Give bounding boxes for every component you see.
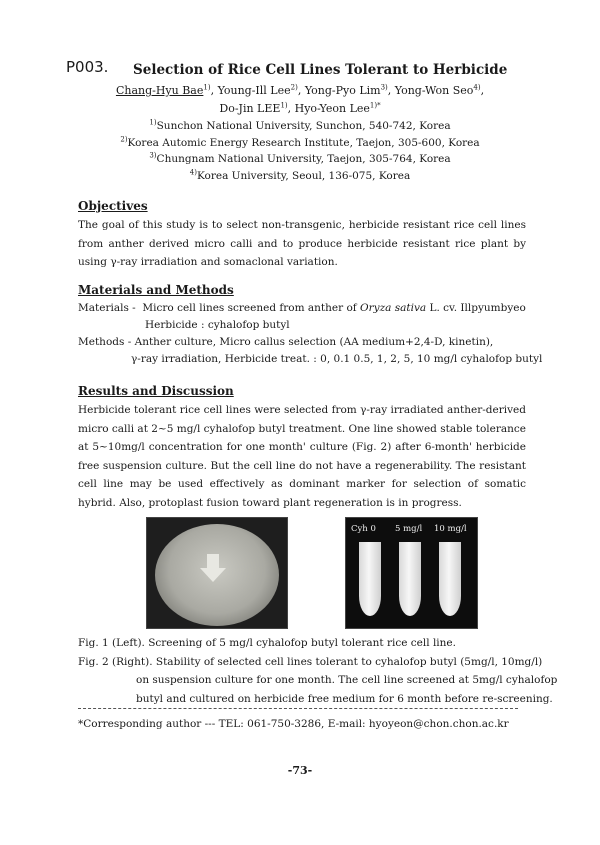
author: , Hyo-Yeon Lee: [287, 102, 370, 115]
materials-text: Micro cell lines screened from anther of: [142, 302, 361, 314]
results-heading: Results and Discussion: [78, 384, 234, 398]
aff-sup: 3): [149, 151, 157, 160]
affiliation: [0, 135, 600, 152]
author-sup: 2): [290, 83, 298, 92]
author-presenting: Chang-Hyu Bae: [115, 84, 204, 97]
figure-1-photo: [146, 517, 288, 629]
figure-2-photo: [345, 517, 478, 629]
author-sup: 1)*: [369, 101, 381, 110]
author: Do-Jin LEE: [219, 102, 281, 115]
test-tube: [359, 542, 381, 616]
arrow-head-icon: [200, 568, 226, 582]
author-sup: 3): [380, 83, 388, 92]
author-sup: 4): [473, 83, 481, 92]
arrow-icon: [207, 554, 219, 568]
aff-text: Sunchon National University, Sunchon, 540-742, Korea: [156, 120, 451, 132]
materials-line: [78, 300, 538, 317]
materials-text: L. cv. Illpyumbyeo: [426, 302, 526, 314]
tube-label: Cyh 0: [351, 524, 376, 534]
results-text: Herbicide tolerant rice cell lines were selected from γ-ray irradiated anther-derived micro calli at 2~5 mg/l cyhalofop butyl treatment. One line showed stable tolerance at 5~10mg/l concentration for one month' culture (Fig. 2) after 6-month' herbicide free suspension culture. But the cell line do not have a regenerability. The resistant cell line may be used effectively as dominant marker for selection of somatic hybrid. Also, protoplast fusion toward plant regeneration is in progress.: [78, 404, 526, 509]
affiliations: [0, 118, 600, 184]
affiliation: [0, 151, 600, 168]
authors-line-2: [0, 100, 600, 118]
aff-sup: 4): [189, 168, 197, 176]
figure-captions: [78, 634, 558, 708]
fig2-caption: Fig. 2 (Right). Stability of selected cell lines tolerant to cyhalofop butyl (5mg/l, 10mg/l): [78, 655, 543, 668]
authors-line-1: [0, 82, 600, 100]
test-tube: [399, 542, 421, 616]
fig2-caption-cont: butyl and cultured on herbicide free medium for 6 month before re-screening.: [136, 692, 553, 705]
aff-sup: 2): [120, 135, 128, 143]
paper-title: Selection of Rice Cell Lines Tolerant to Herbicide: [133, 62, 508, 78]
aff-text: Korea Automic Energy Research Institute, Taejon, 305-600, Korea: [127, 136, 480, 149]
page-number: -73-: [287, 764, 313, 777]
methods-text: Anther culture, Micro callus selection (AA medium+2,4-D, kinetin),: [134, 336, 494, 348]
tube-label: 10 mg/l: [434, 524, 467, 534]
aff-text: Korea University, Seoul, 136-075, Korea: [196, 169, 411, 182]
methods-block: [78, 300, 543, 368]
affiliation: [0, 168, 600, 185]
aff-sup: 1): [149, 118, 157, 127]
tube-label: 5 mg/l: [395, 524, 423, 534]
abstract-code: P003.: [66, 58, 109, 76]
methods-line: [78, 334, 538, 351]
aff-text: Chungnam National University, Taejon, 305-764, Korea: [156, 153, 451, 165]
footnote-divider: [78, 708, 518, 709]
author: , Young-Ill Lee: [210, 84, 291, 97]
author: , Yong-Pyo Lim: [297, 84, 381, 97]
author: , Yong-Won Seo: [387, 84, 474, 97]
species-name: Oryza sativa: [360, 302, 427, 314]
objectives-text: The goal of this study is to select non-transgenic, herbicide resistant rice cell lines from anther derived micro calli and to produce herbicide resistant rice plant by using γ-ray irradiation and somaclonal variation.: [78, 219, 526, 268]
affiliation: [0, 118, 600, 135]
corresponding-author: *Corresponding author --- TEL: 061-750-3286, E-mail: hyoyeon@chon.chon.ac.kr: [78, 718, 509, 730]
author: ,: [480, 84, 485, 97]
herbicide-line: Herbicide : cyhalofop butyl: [145, 319, 290, 331]
fig2-caption-cont: on suspension culture for one month. The cell line screened at 5mg/l cyhalofop: [136, 674, 558, 686]
test-tube: [439, 542, 461, 616]
methods-heading: Materials and Methods: [78, 283, 234, 297]
author-sup: 1): [203, 83, 211, 92]
methods-label: Methods -: [78, 336, 132, 348]
objectives-heading: Objectives: [78, 199, 148, 213]
methods-line-2: γ-ray irradiation, Herbicide treat. : 0, 0.1 0.5, 1, 2, 5, 10 mg/l cyhalofop butyl: [131, 353, 543, 365]
fig1-caption: Fig. 1 (Left). Screening of 5 mg/l cyhalofop butyl tolerant rice cell line.: [78, 637, 456, 649]
materials-label: Materials -: [78, 302, 136, 314]
author-sup: 1): [280, 101, 288, 110]
